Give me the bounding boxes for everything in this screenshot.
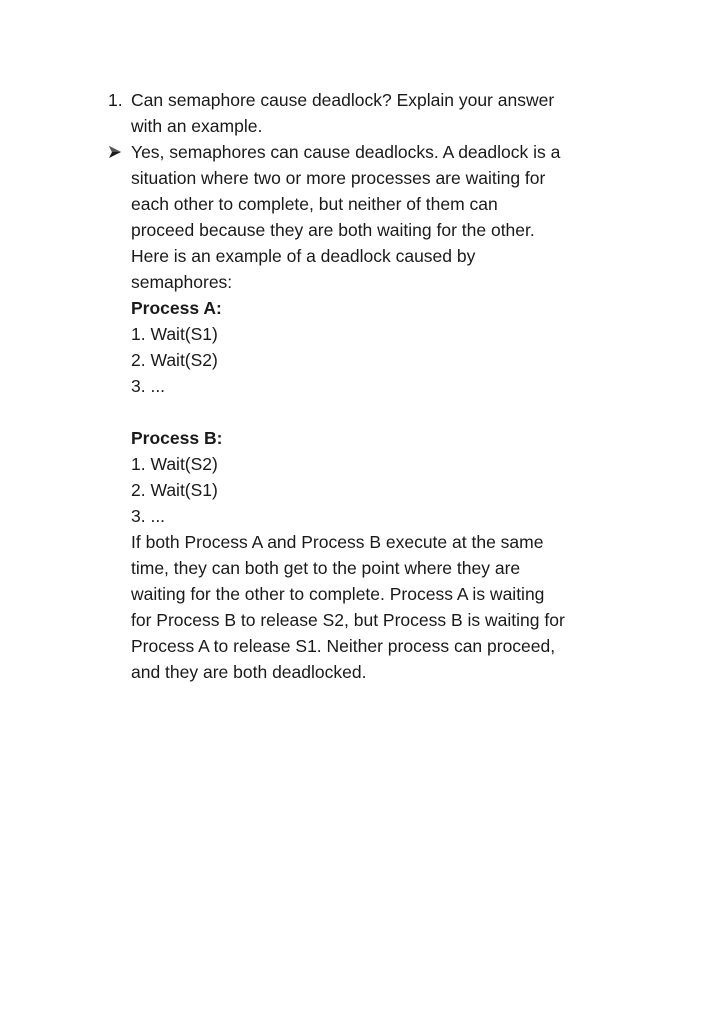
document-content <box>108 87 628 685</box>
answer-intro-line: proceed because they are both waiting for the other. <box>131 220 535 240</box>
answer-intro-line: Here is an example of a deadlock caused by <box>131 246 476 266</box>
question-line: with an example. <box>131 116 263 136</box>
question-number: 1. <box>108 90 123 110</box>
answer-intro-line: each other to complete, but neither of them can <box>131 194 498 214</box>
arrow-bullet-icon <box>108 145 122 159</box>
conclusion-line: If both Process A and Process B execute at the same <box>131 532 544 552</box>
process-b-step: 1. Wait(S2) <box>131 454 218 474</box>
conclusion-line: Process A to release S1. Neither process can proceed, <box>131 636 556 656</box>
conclusion-line: time, they can both get to the point where they are <box>131 558 521 578</box>
process-a-step: 2. Wait(S2) <box>131 350 218 370</box>
answer-item <box>108 139 628 685</box>
answer-intro-line: situation where two or more processes are waiting for <box>131 168 546 188</box>
question-text <box>131 87 628 139</box>
answer-text <box>131 139 628 685</box>
conclusion-line: and they are both deadlocked. <box>131 662 367 682</box>
answer-intro-line: semaphores: <box>131 272 233 292</box>
process-b-step: 3. ... <box>131 506 166 526</box>
conclusion-line: for Process B to release S2, but Process B is waiting for <box>131 610 565 630</box>
process-a-title: Process A: <box>131 298 222 318</box>
process-a-step: 1. Wait(S1) <box>131 324 218 344</box>
process-a-step: 3. ... <box>131 376 166 396</box>
process-b-title: Process B: <box>131 428 223 448</box>
question-line: Can semaphore cause deadlock? Explain your answer <box>131 90 555 110</box>
blank-line <box>131 399 628 425</box>
answer-intro-line: Yes, semaphores can cause deadlocks. A deadlock is a <box>131 142 561 162</box>
process-b-step: 2. Wait(S1) <box>131 480 218 500</box>
question-item <box>108 87 628 139</box>
conclusion-line: waiting for the other to complete. Process A is waiting <box>131 584 545 604</box>
